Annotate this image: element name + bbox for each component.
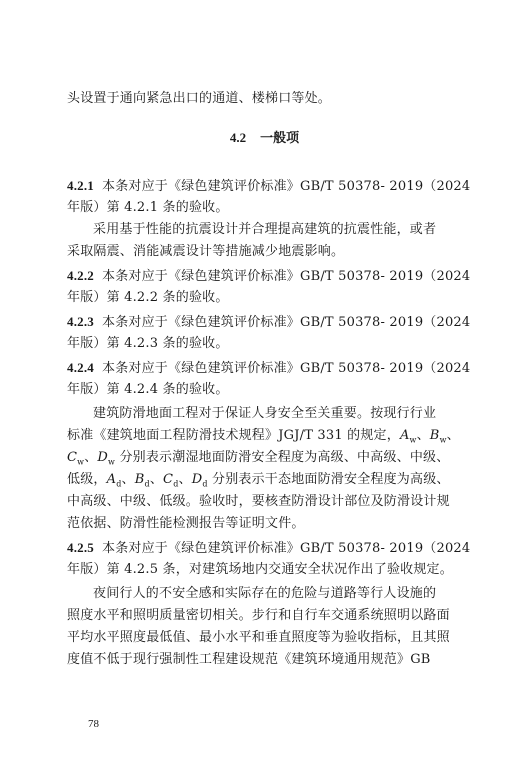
clause-4-2-4-line2: 年版）第 4.2.4 条的验收。 <box>67 382 229 397</box>
symbol: D <box>191 472 203 487</box>
clause-4-2-5-para-line3: 平均水平照度最低值、最小水平和垂直照度等为验收指标，且其照 <box>67 630 450 645</box>
clause-4-2-5-para-line2: 照度水平和照明质量密切相关。步行和自行车交通系统照明以路面 <box>67 608 450 623</box>
clause-4-2-4-para-line6: 范依据、防滑性能检测报告等证明文件。 <box>67 516 305 531</box>
clause-4-2-1-para-line1: 采用基于性能的抗震设计并合理提高建筑的抗震性能，或者 <box>93 222 437 237</box>
clause-4-2-4-para-line4 <box>67 472 467 493</box>
section-number: 4.2 <box>229 130 247 145</box>
clause-4-2-4-para-line1: 建筑防滑地面工程对于保证人身安全至关重要。按现行行业 <box>93 406 437 421</box>
clause-number: 4.2.3 <box>67 314 94 329</box>
separator: 、 <box>416 428 430 443</box>
para-text: 分别表示潮湿地面防滑安全程度为高级、中高级、中级、 <box>115 450 450 465</box>
subscript: w <box>439 435 447 445</box>
clause-4-2-4-line1 <box>67 360 471 377</box>
clause-number: 4.2.1 <box>67 178 94 193</box>
clause-4-2-5-line1 <box>67 540 471 557</box>
symbol: B <box>134 472 145 487</box>
symbol: C <box>67 450 78 465</box>
clause-4-2-4-para-line3 <box>67 450 467 471</box>
clause-4-2-5-para-line4: 度值不低于现行强制性工程建设规范《建筑环境通用规范》GB <box>67 652 431 667</box>
clause-4-2-1-line2: 年版）第 4.2.1 条的验收。 <box>67 200 229 215</box>
continuation-line: 头设置于通向紧急出口的通道、楼梯口等处。 <box>67 91 332 106</box>
clause-number: 4.2.4 <box>67 360 94 375</box>
clause-4-2-5-para-line1: 夜间行人的不安全感和实际存在的危险与道路等行人设施的 <box>93 586 437 601</box>
separator: 、 <box>84 450 98 465</box>
page-number: 78 <box>88 718 99 730</box>
clause-number: 4.2.5 <box>67 540 94 555</box>
clause-text: 本条对应于《绿色建筑评价标准》GB/T 50378- 2019（2024 <box>102 179 471 194</box>
clause-4-2-3-line1 <box>67 314 471 331</box>
subscript: d <box>173 479 179 489</box>
section-title: 一般项 <box>260 131 300 146</box>
subscript: d <box>116 479 122 489</box>
symbol: A <box>399 428 410 443</box>
clause-4-2-3-line2: 年版）第 4.2.3 条的验收。 <box>67 336 229 351</box>
separator: 、 <box>121 472 135 487</box>
subscript: w <box>108 457 116 467</box>
para-text: 分别表示干态地面防滑安全程度为高级、 <box>207 472 450 487</box>
para-text: 低级， <box>67 472 107 487</box>
clause-4-2-1-line1 <box>67 178 471 195</box>
section-heading <box>0 130 529 147</box>
clause-4-2-2-line1 <box>67 268 471 285</box>
clause-text: 本条对应于《绿色建筑评价标准》GB/T 50378- 2019（2024 <box>102 361 471 376</box>
clause-text: 本条对应于《绿色建筑评价标准》GB/T 50378- 2019（2024 <box>102 541 471 556</box>
clause-text: 本条对应于《绿色建筑评价标准》GB/T 50378- 2019（2024 <box>102 315 471 330</box>
subscript: w <box>77 457 85 467</box>
subscript: d <box>144 479 150 489</box>
clause-4-2-4-para-line2 <box>67 428 467 449</box>
separator: 、 <box>178 472 192 487</box>
para-text: 标准《建筑地面工程防滑技术规程》JGJ/T 331 的规定， <box>67 428 400 443</box>
subscript: d <box>202 479 208 489</box>
clause-4-2-1-para-line2: 采取隔震、消能减震设计等措施减少地震影响。 <box>67 244 345 259</box>
symbol: A <box>106 472 117 487</box>
clause-number: 4.2.2 <box>67 268 94 283</box>
clause-4-2-4-para-line5: 中高级、中级、低级。验收时，要核查防滑设计部位及防滑设计规 <box>67 494 450 509</box>
clause-text: 本条对应于《绿色建筑评价标准》GB/T 50378- 2019（2024 <box>102 269 471 284</box>
subscript: w <box>409 435 417 445</box>
symbol: D <box>97 450 109 465</box>
symbol: B <box>429 428 440 443</box>
symbol: C <box>163 472 174 487</box>
separator: 、 <box>149 472 164 487</box>
clause-4-2-2-line2: 年版）第 4.2.2 条的验收。 <box>67 290 229 305</box>
separator: 、 <box>446 428 460 443</box>
clause-4-2-5-line2: 年版）第 4.2.5 条，对建筑场地内交通安全状况作出了验收规定。 <box>67 562 453 577</box>
